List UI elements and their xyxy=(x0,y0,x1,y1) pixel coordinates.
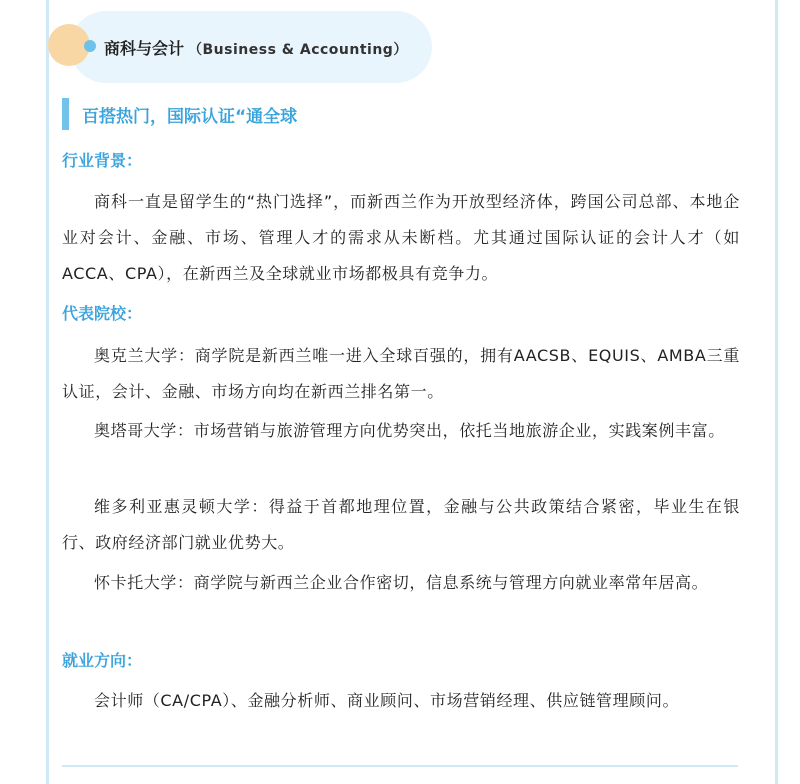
bottom-divider xyxy=(62,765,738,767)
label-industry-background: 行业背景： xyxy=(62,151,143,170)
left-frame-line xyxy=(46,0,49,784)
subheading-accent-bar xyxy=(62,98,69,130)
bullet-dot-icon xyxy=(84,40,96,52)
section-title xyxy=(104,36,408,60)
subheading xyxy=(62,98,297,130)
section-title-english: （Business & Accounting） xyxy=(188,42,408,58)
paragraph-school-victoria-wellington: 维多利亚惠灵顿大学：得益于首都地理位置，金融与公共政策结合紧密，毕业生在银行、政府经济部门就业优势大。 xyxy=(62,497,740,552)
paragraph-school-auckland: 奥克兰大学：商学院是新西兰唯一进入全球百强的，拥有AACSB、EQUIS、AMBA三重认证，会计、金融、市场方向均在新西兰排名第一。 xyxy=(62,346,740,401)
paragraph-career-directions: 会计师（CA/CPA）、金融分析师、商业顾问、市场营销经理、供应链管理顾问。 xyxy=(94,691,680,710)
paragraph-school-otago: 奥塔哥大学：市场营销与旅游管理方向优势突出，依托当地旅游企业，实践案例丰富。 xyxy=(94,421,725,440)
paragraph-industry-background: 商科一直是留学生的“热门选择”，而新西兰作为开放型经济体，跨国公司总部、本地企业对会计、金融、市场、管理人才的需求从未断档。尤其通过国际认证的会计人才（如ACCA、CPA），在新西兰及全球就业市场都极具有竞争力。 xyxy=(62,192,740,283)
subheading-text: 百搭热门，国际认证“通全球 xyxy=(82,106,298,127)
section-title-chinese: 商科与会计 xyxy=(104,39,185,58)
right-frame-line xyxy=(775,0,778,784)
label-representative-schools: 代表院校： xyxy=(62,304,143,323)
label-career-directions: 就业方向： xyxy=(62,651,143,670)
paragraph-school-waikato: 怀卡托大学：商学院与新西兰企业合作密切，信息系统与管理方向就业率常年居高。 xyxy=(94,573,709,592)
